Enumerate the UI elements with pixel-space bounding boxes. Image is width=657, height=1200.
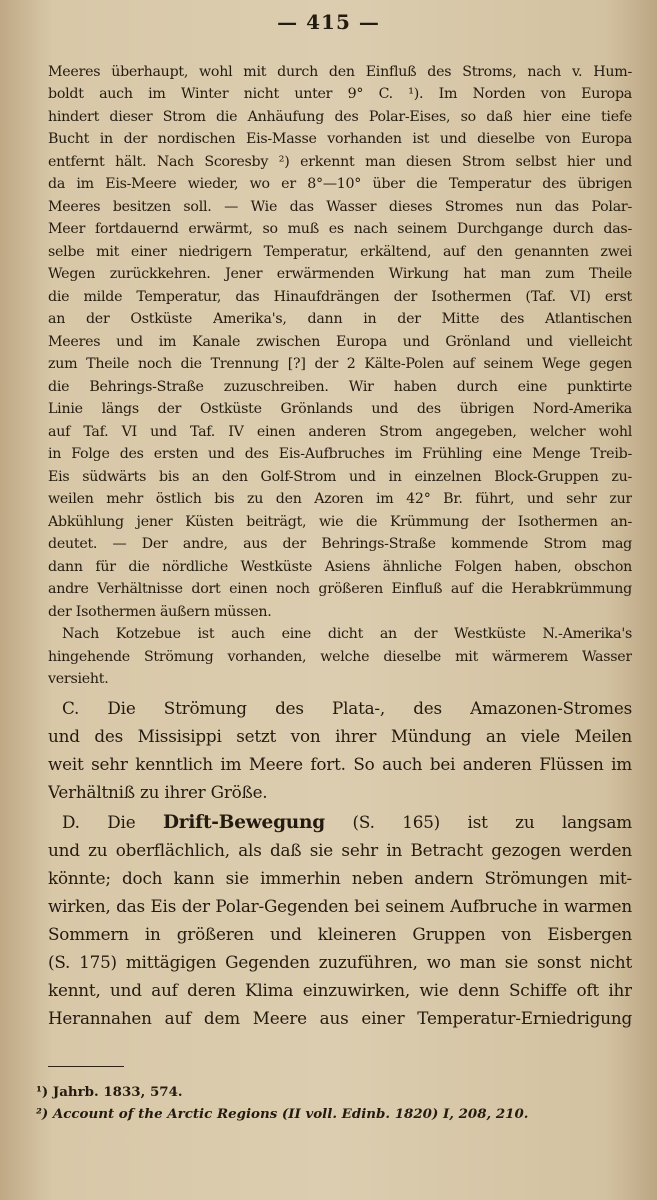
body-line: Meeres überhaupt, wohl mit durch den Einfluß des Stroms, nach v. Hum- <box>48 64 632 80</box>
body-line: der Isothermen äußern müssen. <box>48 604 272 620</box>
section-d-line: wirken, das Eis der Polar-Gegenden bei seinem Aufbruche in warmen <box>48 896 632 916</box>
body-line: Meer fortdauernd erwärmt, so muß es nach seinem Durchgange durch das- <box>48 221 632 237</box>
body-line: die milde Temperatur, das Hinaufdrängen der Isothermen (Taf. VI) erst <box>48 289 632 305</box>
body-line: versieht. <box>48 671 109 687</box>
body-line: dann für die nördliche Westküste Asiens ähnliche Folgen haben, obschon <box>48 559 632 575</box>
section-c-line: Verhältniß zu ihrer Größe. <box>48 782 268 802</box>
body-line: in Folge des ersten und des Eis-Aufbruches im Frühling eine Menge Treib- <box>48 446 632 462</box>
body-line: andre Verhältnisse dort einen noch größeren Einfluß auf die Herabkrümmung <box>48 581 632 597</box>
body-line: Linie längs der Ostküste Grönlands und des übrigen Nord-Amerika <box>48 401 632 417</box>
body-line: entfernt hält. Nach Scoresby ²) erkennt man diesen Strom selbst hier und <box>48 154 632 170</box>
body-line: Bucht in der nordischen Eis-Masse vorhanden ist und dieselbe von Europa <box>48 131 632 147</box>
section-d-line: Sommern in größeren und kleineren Gruppen von Eisbergen <box>48 924 632 944</box>
body-line: weilen mehr östlich bis zu den Azoren im 42° Br. führt, und sehr zur <box>48 491 632 507</box>
section-d-heading-line <box>62 812 632 833</box>
section-d-line: kennt, und auf deren Klima einzuwirken, wie denn Schiffe oft ihr <box>48 980 632 1000</box>
body-line: auf Taf. VI und Taf. IV einen anderen Strom angegeben, welcher wohl <box>48 424 632 440</box>
section-d-line: (S. 175) mittägigen Gegenden zuzuführen, wo man sie sonst nicht <box>48 952 632 972</box>
footnote: ¹) Jahrb. 1833, 574. <box>36 1084 183 1100</box>
section-d-prefix: D. Die <box>62 812 163 832</box>
body-line: deutet. — Der andre, aus der Behrings-Straße kommende Strom mag <box>48 536 632 552</box>
page-number: — 415 — <box>277 10 380 34</box>
section-c-line: weit sehr kenntlich im Meere fort. So auch bei anderen Flüssen im <box>48 754 632 774</box>
body-line: Abkühlung jener Küsten beiträgt, wie die Krümmung der Isothermen an- <box>48 514 632 530</box>
section-d-line: könnte; doch kann sie immerhin neben andern Strömungen mit- <box>48 868 632 888</box>
body-line: die Behrings-Straße zuzuschreiben. Wir haben durch eine punktirte <box>48 379 632 395</box>
footnote: ²) Account of the Arctic Regions (II voll. Edinb. 1820) I, 208, 210. <box>36 1106 529 1122</box>
section-d-line: Herannahen auf dem Meere aus einer Temperatur-Erniedrigung <box>48 1008 632 1028</box>
body-line: boldt auch im Winter nicht unter 9° C. ¹). Im Norden von Europa <box>48 86 632 102</box>
footnote-divider <box>48 1066 124 1067</box>
body-line: hindert dieser Strom die Anhäufung des Polar-Eises, so daß hier eine tiefe <box>48 109 632 125</box>
body-line: Wegen zurückkehren. Jener erwärmenden Wirkung hat man zum Theile <box>48 266 632 282</box>
section-c-line: und des Missisippi setzt von ihrer Mündung an viele Meilen <box>48 726 632 746</box>
drift-bewegung-term: Drift-Bewegung <box>162 812 326 833</box>
section-d-suffix: (S. 165) ist zu langsam <box>325 812 632 832</box>
body-line: zum Theile noch die Trennung [?] der 2 Kälte-Polen auf seinem Wege gegen <box>48 356 632 372</box>
body-line: an der Ostküste Amerika's, dann in der Mitte des Atlantischen <box>48 311 632 327</box>
body-line: hingehende Strömung vorhanden, welche dieselbe mit wärmerem Wasser <box>48 649 632 665</box>
body-line: da im Eis-Meere wieder, wo er 8°—10° über die Temperatur des übrigen <box>48 176 632 192</box>
body-line: selbe mit einer niedrigern Temperatur, erkältend, auf den genannten zwei <box>48 244 632 260</box>
section-c-line: C. Die Strömung des Plata-, des Amazonen-Stromes <box>62 698 632 718</box>
body-line: Meeres besitzen soll. — Wie das Wasser dieses Stromes nun das Polar- <box>48 199 632 215</box>
section-d-line: und zu oberflächlich, als daß sie sehr in Betracht gezogen werden <box>48 840 632 860</box>
body-line: Nach Kotzebue ist auch eine dicht an der Westküste N.-Amerika's <box>62 626 632 642</box>
body-line: Meeres und im Kanale zwischen Europa und Grönland und vielleicht <box>48 334 632 350</box>
body-line: Eis südwärts bis an den Golf-Strom und in einzelnen Block-Gruppen zu- <box>48 469 632 485</box>
